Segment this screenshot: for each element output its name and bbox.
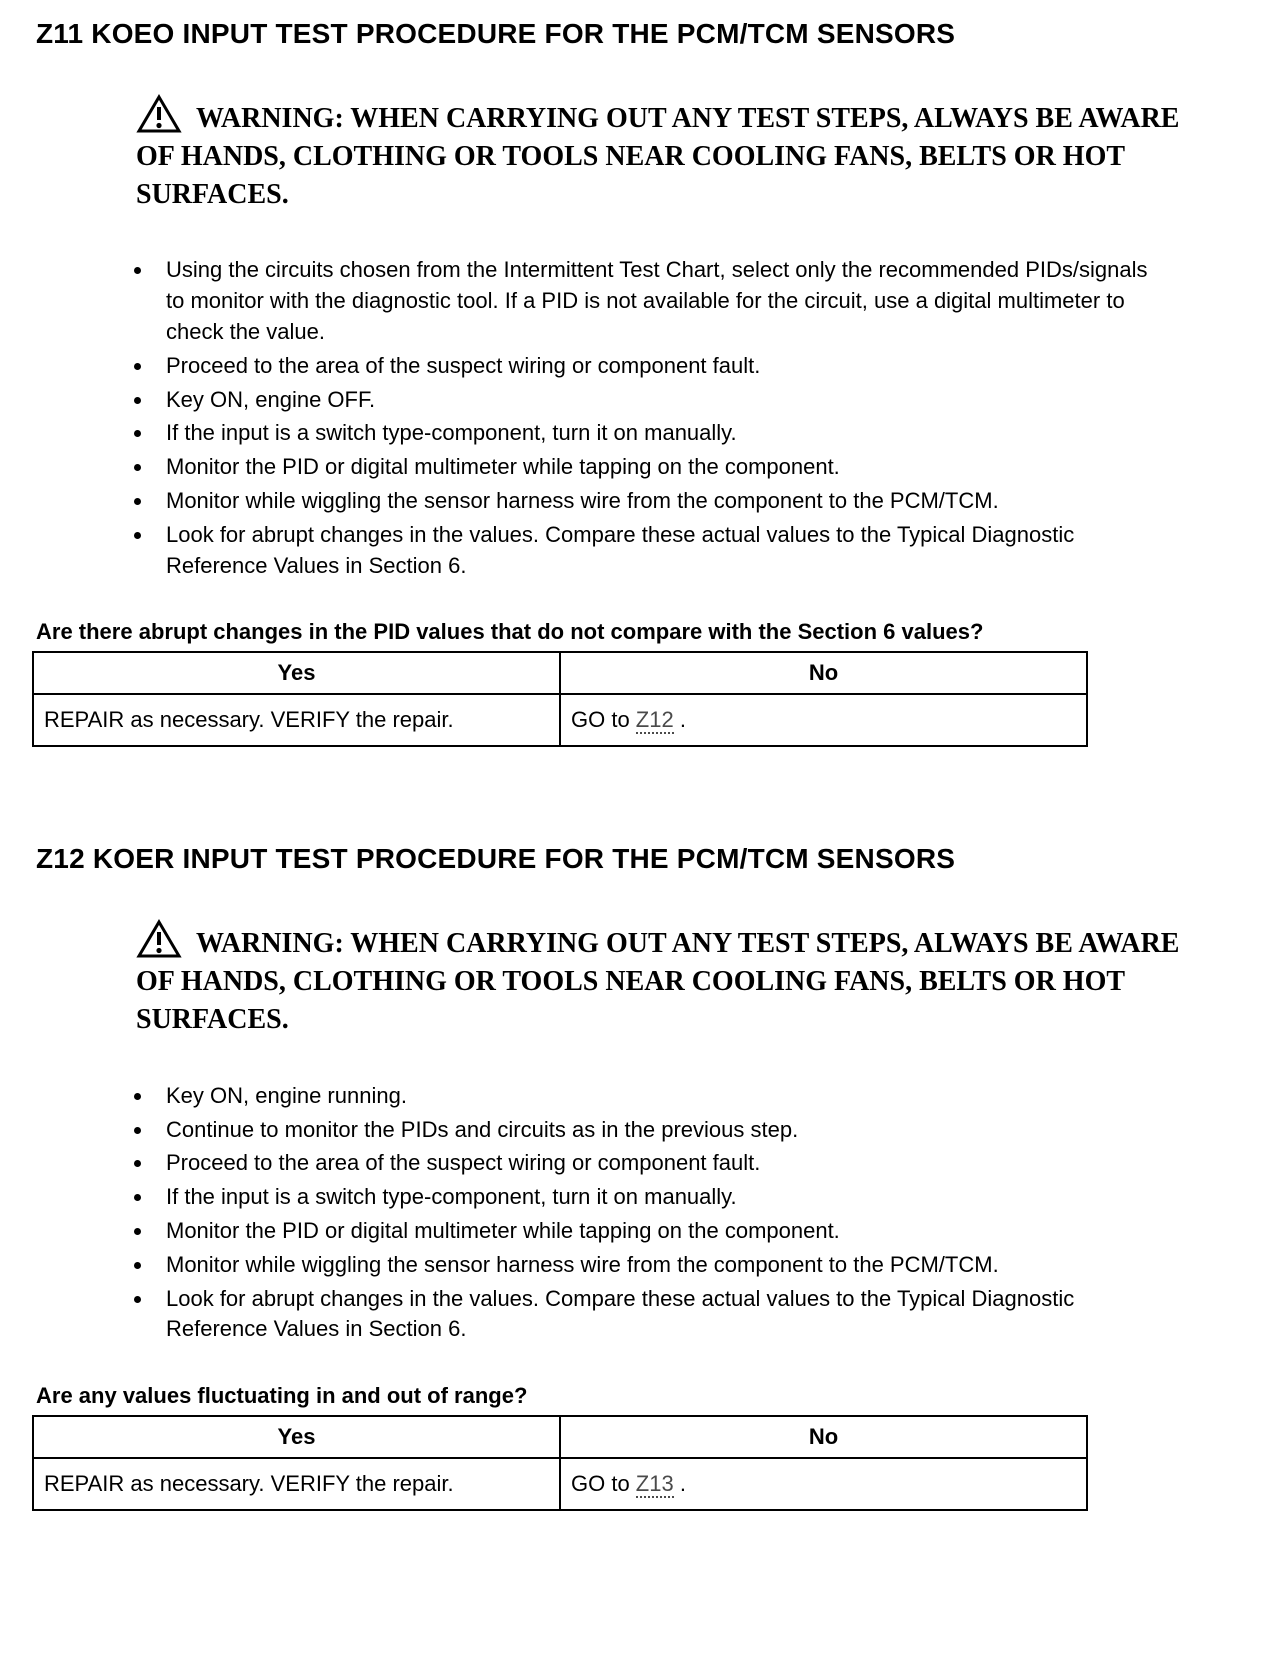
- procedure-step: • Monitor while wiggling the sensor harness wire from the component to the PCM/TCM.: [154, 1250, 1164, 1281]
- procedure-step: • Proceed to the area of the suspect wiring or component fault.: [154, 1148, 1164, 1179]
- no-action-cell: [560, 694, 1087, 746]
- warning-block: [136, 919, 1204, 1038]
- link-z13[interactable]: Z13: [635, 1471, 674, 1497]
- section-title: Z11 KOEO INPUT TEST PROCEDURE FOR THE PCM/TCM SENSORS: [36, 18, 956, 49]
- no-action-prefix: GO to: [571, 707, 636, 733]
- procedure-steps: [154, 1081, 1244, 1345]
- procedure-step: • Key ON, engine running.: [154, 1081, 1164, 1112]
- link-z12[interactable]: Z12: [635, 707, 674, 733]
- no-action-suffix: .: [673, 1471, 686, 1497]
- decision-question: Are there abrupt changes in the PID values that do not compare with the Section 6 values?: [36, 619, 984, 645]
- yes-action-cell: REPAIR as necessary. VERIFY the repair.: [33, 1458, 560, 1510]
- decision-table: [32, 1415, 1088, 1511]
- procedure-step: • Monitor the PID or digital multimeter while tapping on the component.: [154, 452, 1164, 483]
- table-row: [33, 1458, 1087, 1510]
- procedure-step: • Proceed to the area of the suspect wiring or component fault.: [154, 351, 1164, 382]
- procedure-step: • Look for abrupt changes in the values. Compare these actual values to the Typical Diagnostic Reference Values in Section 6.: [154, 520, 1164, 582]
- document-page: [36, 18, 1244, 1511]
- procedure-steps: [154, 255, 1244, 581]
- table-header-row: [33, 1416, 1087, 1458]
- section-z12: [36, 843, 1244, 1511]
- warning-text: WARNING: WHEN CARRYING OUT ANY TEST STEPS, ALWAYS BE AWARE OF HANDS, CLOTHING OR TOOLS NEAR COOLING FANS, BELTS OR HOT SURFACES.: [136, 928, 1180, 1035]
- procedure-step: • Continue to monitor the PIDs and circuits as in the previous step.: [154, 1115, 1164, 1146]
- no-action-suffix: .: [673, 707, 686, 733]
- procedure-step: • Monitor the PID or digital multimeter while tapping on the component.: [154, 1216, 1164, 1247]
- warning-triangle-icon: [136, 94, 182, 134]
- procedure-step: • Monitor while wiggling the sensor harness wire from the component to the PCM/TCM.: [154, 486, 1164, 517]
- procedure-step: • Look for abrupt changes in the values. Compare these actual values to the Typical Diagnostic Reference Values in Section 6.: [154, 1284, 1164, 1346]
- no-action-prefix: GO to: [571, 1471, 636, 1497]
- yes-action-cell: REPAIR as necessary. VERIFY the repair.: [33, 694, 560, 746]
- decision-table: [32, 651, 1088, 747]
- warning-block: [136, 94, 1204, 213]
- yes-header: Yes: [33, 1416, 560, 1458]
- procedure-step: • Key ON, engine OFF.: [154, 385, 1164, 416]
- no-header: No: [560, 652, 1087, 694]
- warning-triangle-icon: [136, 919, 182, 959]
- procedure-step: • If the input is a switch type-component, turn it on manually.: [154, 418, 1164, 449]
- table-header-row: [33, 652, 1087, 694]
- procedure-step: • Using the circuits chosen from the Intermittent Test Chart, select only the recommended PIDs/signals to monitor with the diagnostic tool. If a PID is not available for the circuit, use a digital multimeter to check the value.: [154, 255, 1164, 347]
- procedure-step: • If the input is a switch type-component, turn it on manually.: [154, 1182, 1164, 1213]
- warning-text: WARNING: WHEN CARRYING OUT ANY TEST STEPS, ALWAYS BE AWARE OF HANDS, CLOTHING OR TOOLS NEAR COOLING FANS, BELTS OR HOT SURFACES.: [136, 103, 1180, 210]
- no-header: No: [560, 1416, 1087, 1458]
- table-row: [33, 694, 1087, 746]
- section-title: Z12 KOER INPUT TEST PROCEDURE FOR THE PCM/TCM SENSORS: [36, 843, 956, 875]
- decision-question: Are any values fluctuating in and out of range?: [36, 1383, 528, 1409]
- section-z11: [36, 18, 1244, 747]
- no-action-cell: [560, 1458, 1087, 1510]
- yes-header: Yes: [33, 652, 560, 694]
